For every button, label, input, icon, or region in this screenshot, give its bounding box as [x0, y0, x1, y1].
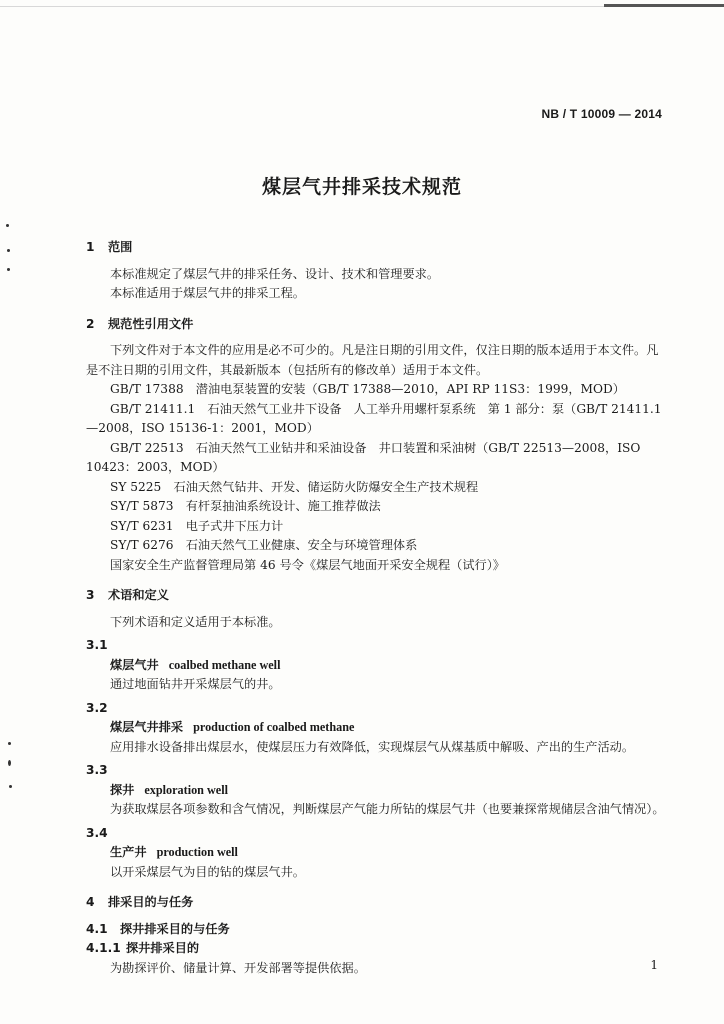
term-zh: 探井 [110, 782, 135, 797]
page-number: 1 [650, 958, 658, 972]
section-number: 4 [86, 895, 95, 909]
term-title [86, 781, 666, 801]
term-number: 3.4 [86, 825, 108, 840]
reference-item: SY/T 6231 电子式井下压力计 [110, 518, 284, 533]
subsection-title: 探井排采目的 [126, 941, 200, 955]
term-number: 3.2 [86, 700, 108, 715]
paragraph: 本标准规定了煤层气井的排采任务、设计、技术和管理要求。 [110, 266, 440, 281]
scan-speck [7, 268, 10, 271]
reference-item: 国家安全生产监督管理局第 46 号令《煤层气地面开采安全规程（试行）》 [110, 557, 505, 572]
term-en: production of coalbed methane [193, 720, 355, 734]
reference-item: SY/T 5873 有杆泵抽油系统设计、施工推荐做法 [110, 499, 381, 513]
scan-speck [6, 224, 9, 227]
reference-item: SY/T 6276 石油天然气工业健康、安全与环境管理体系 [110, 538, 418, 552]
reference-item: GB/T 22513 石油天然气工业钻井和采油设备 井口装置和采油树（GB/T 22513—2008，ISO 10423：2003，MOD） [86, 440, 641, 474]
scan-speck [9, 785, 12, 788]
section-number: 3 [86, 588, 95, 602]
paragraph: 为勘探评价、储量计算、开发部署等提供依据。 [110, 960, 366, 975]
term-zh: 煤层气井 [110, 657, 159, 672]
term-en: production well [156, 845, 238, 859]
term-definition: 通过地面钻井开采煤层气的井。 [110, 677, 281, 691]
term-definition: 以开采煤层气为目的钻的煤层气井。 [110, 864, 305, 879]
section-2-heading [86, 315, 666, 335]
term-en: exploration well [144, 782, 228, 797]
term-title [86, 843, 666, 863]
section-title: 术语和定义 [108, 588, 169, 602]
section-number: 1 [86, 240, 95, 254]
reference-item: GB/T 21411.1 石油天然气工业井下设备 人工举升用螺杆泵系统 第 1 部分：泵（GB/T 21411.1—2008，ISO 15136-1：2001，MOD） [86, 401, 662, 435]
section-title: 规范性引用文件 [108, 316, 194, 331]
document-title: 煤层气井排采技术规范 [261, 176, 462, 198]
subsection-number: 4.1.1 [86, 941, 121, 955]
section-3-heading [86, 586, 666, 606]
reference-item: SY 5225 石油天然气钻井、开发、储运防火防爆安全生产技术规程 [110, 479, 479, 494]
scan-speck [8, 760, 11, 766]
scan-speck [8, 742, 11, 745]
paragraph: 本标准适用于煤层气井的排采工程。 [110, 286, 305, 300]
term-number: 3.3 [86, 763, 108, 777]
paragraph: 下列术语和定义适用于本标准。 [110, 614, 281, 629]
reference-item: GB/T 17388 潜油电泵装置的安装（GB/T 17388—2010，API RP 11S3：1999，MOD） [110, 382, 625, 396]
section-title: 范围 [108, 240, 133, 254]
term-number: 3.1 [86, 638, 108, 652]
section-4-heading [86, 893, 666, 913]
term-title [86, 718, 666, 738]
subsection-4-1-1-heading [86, 939, 666, 959]
term-definition: 为获取煤层各项参数和含气情况，判断煤层产气能力所钻的煤层气井（也要兼探常规储层含油气情况）。 [110, 802, 665, 816]
section-1-heading [86, 238, 666, 258]
section-number: 2 [86, 316, 95, 331]
subsection-4-1-heading [86, 920, 666, 940]
subsection-number: 4.1 [86, 921, 108, 936]
term-zh: 生产井 [110, 845, 147, 859]
term-definition: 应用排水设备排出煤层水，使煤层压力有效降低，实现煤层气从煤基质中解吸、产出的生产活动。 [110, 739, 635, 754]
paragraph: 下列文件对于本文件的应用是必不可少的。凡是注日期的引用文件，仅注日期的版本适用于本文件。凡是不注日期的引用文件，其最新版本（包括所有的修改单）适用于本文件。 [86, 343, 659, 377]
subsection-title: 探井排采目的与任务 [120, 921, 230, 936]
term-zh: 煤层气井排采 [110, 720, 184, 734]
term-title [86, 656, 666, 676]
section-title: 排采目的与任务 [108, 895, 194, 909]
scan-speck [7, 249, 10, 252]
standard-number: NB / T 10009 — 2014 [541, 107, 662, 121]
scan-top-mark [604, 4, 724, 7]
document-body [86, 238, 666, 978]
term-en: coalbed methane well [168, 657, 281, 672]
